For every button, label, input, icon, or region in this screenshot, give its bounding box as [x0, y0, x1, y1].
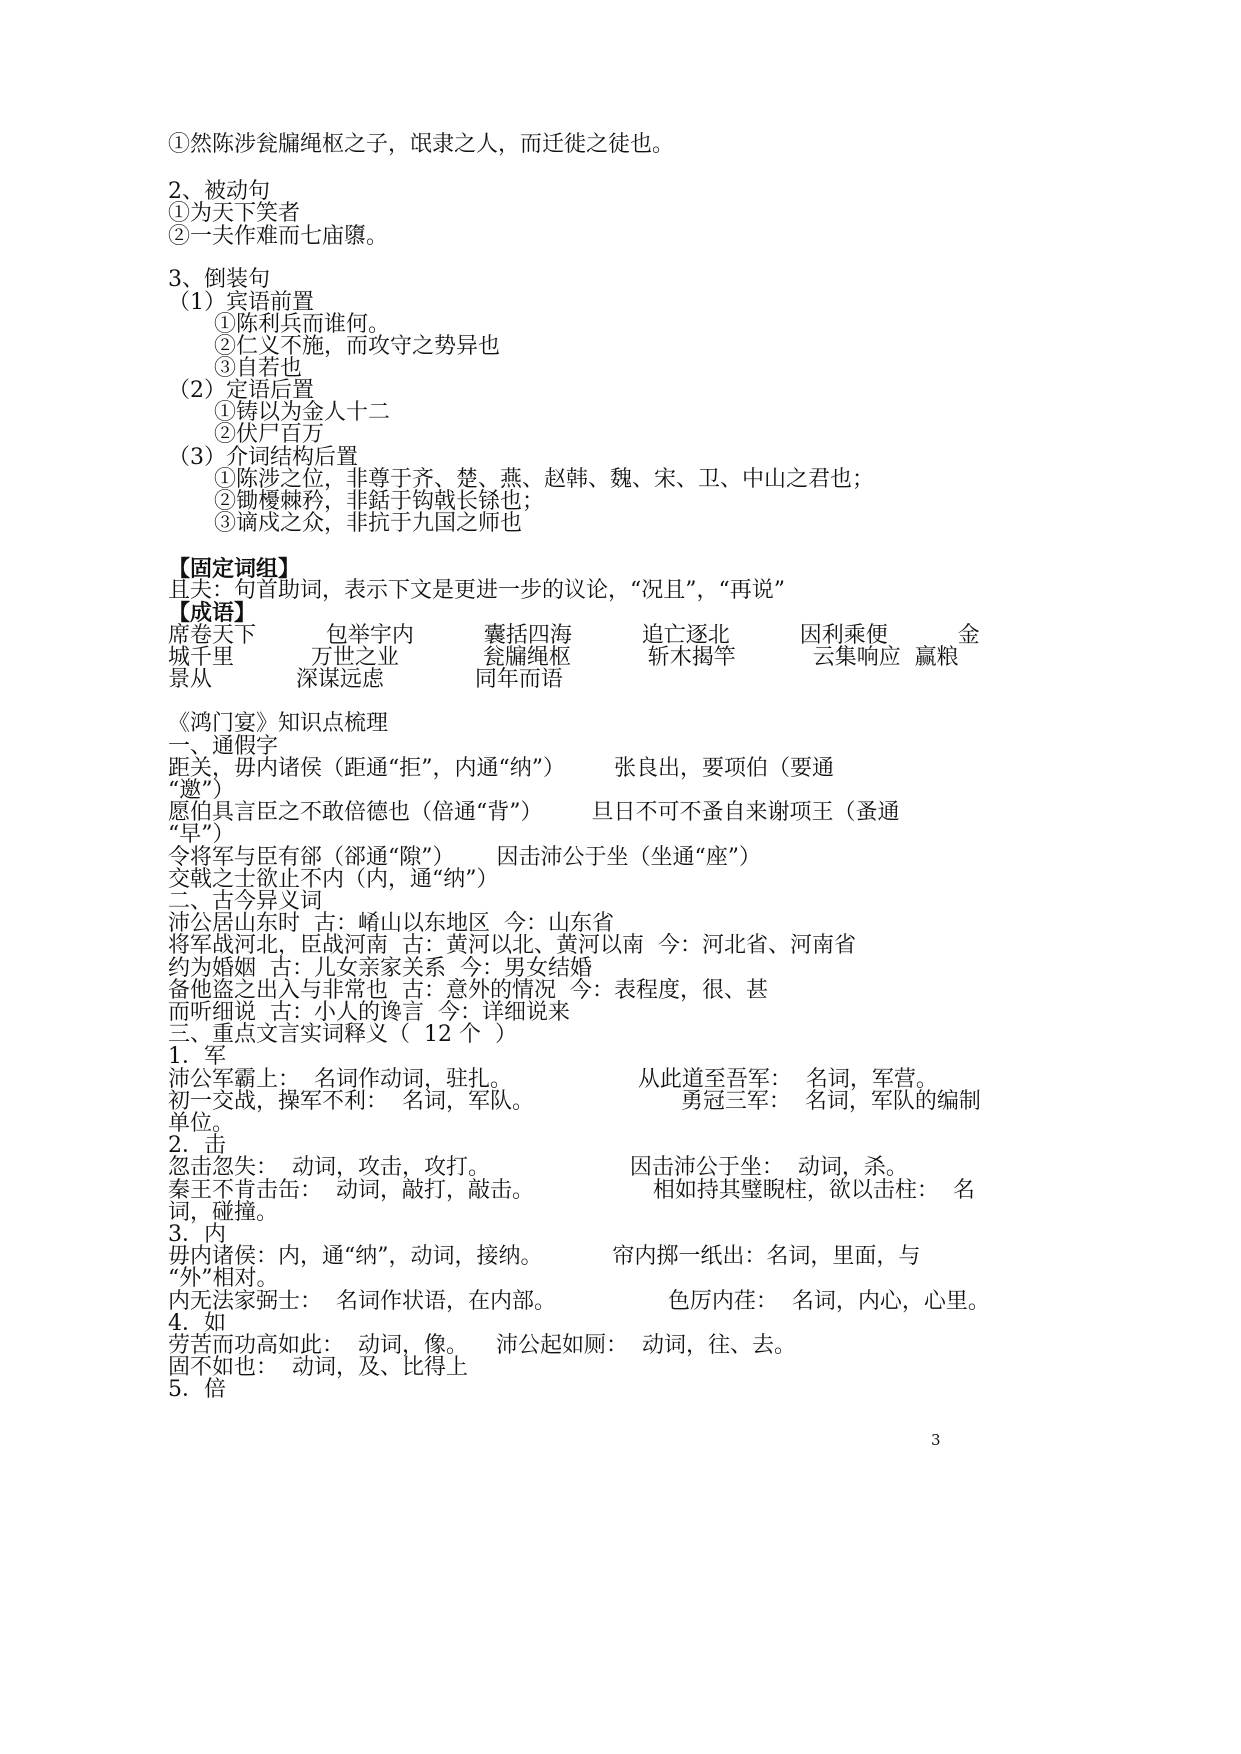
line-29: 交戟之士欲止不内（内，通“纳”） — [168, 867, 499, 892]
page-number: 3 — [931, 1431, 941, 1449]
line-31: 沛公居山东时 古：崤山以东地区 今：山东省 — [168, 911, 614, 936]
line-12: （3）介词结构后置 — [168, 445, 358, 470]
line-8: ③自若也 — [214, 356, 303, 381]
line-40: 单位。 — [168, 1111, 235, 1136]
line-20: 城千里 万世之业 瓮牖绳枢 斩木揭竿 云集响应 赢粮 — [168, 645, 959, 670]
line-52: 5．倍 — [168, 1377, 226, 1402]
line-33: 约为婚姻 古：儿女亲家关系 今：男女结婚 — [168, 956, 592, 981]
line-26: 愿伯具言臣之不敢倍德也（倍通“背”） 旦日不可不蚤自来谢项王（蚤通 — [168, 800, 900, 825]
line-18: 【成语】 — [168, 600, 257, 626]
line-0: ①然陈涉瓮牖绳枢之子，氓隶之人，而迁徙之徒也。 — [168, 132, 675, 157]
line-32: 将军战河北，臣战河南 古：黄河以北、黄河以南 今：河北省、河南省 — [168, 933, 856, 958]
line-15: ③谪戍之众，非抗于九国之师也 — [214, 511, 523, 536]
line-48: 内无法家弼士： 名词作状语，在内部。 色厉内荏： 名词，内心，心里。 — [168, 1289, 990, 1314]
line-35: 而听细说 古：小人的谗言 今：详细说来 — [168, 1000, 570, 1025]
line-34: 备他盗之出入与非常也 古：意外的情况 今：表程度，很、甚 — [168, 978, 768, 1003]
line-37: 1．军 — [168, 1044, 226, 1069]
line-11: ②伏尸百万 — [214, 422, 325, 447]
line-44: 词，碰撞。 — [168, 1200, 279, 1225]
line-45: 3．内 — [168, 1222, 226, 1247]
line-13: ①陈涉之位，非尊于齐、楚、燕、赵韩、魏、宋、卫、中山之君也； — [214, 467, 875, 492]
line-9: （2）定语后置 — [168, 378, 314, 403]
line-1: 2、被动句 — [168, 179, 270, 204]
line-19: 席卷天下 包举宇内 囊括四海 追亡逐北 因利乘便 金 — [168, 623, 980, 648]
line-3: ②一夫作难而七庙隳。 — [168, 224, 389, 249]
line-27: “早”） — [168, 822, 235, 847]
line-21: 景从 深谋远虑 同年而语 — [168, 667, 563, 692]
line-46: 毋内诸侯：内，通“纳”，动词，接纳。 帘内掷一纸出：名词，里面，与 — [168, 1244, 921, 1269]
line-49: 4．如 — [168, 1311, 226, 1336]
line-6: ①陈利兵而谁何。 — [214, 312, 391, 337]
line-17: 且夫：句首助词，表示下文是更进一步的议论，“况且”，“再说” — [168, 578, 785, 603]
line-16: 【固定词组】 — [168, 556, 301, 582]
line-22: 《鸿门宴》知识点梳理 — [168, 711, 389, 736]
line-7: ②仁义不施，而攻守之势异也 — [214, 334, 501, 359]
line-23: 一、通假字 — [168, 734, 279, 759]
line-36: 三、重点文言实词释义（ 12 个 ） — [168, 1022, 517, 1047]
line-25: “邀”） — [168, 778, 235, 803]
line-2: ①为天下笑者 — [168, 201, 301, 226]
line-42: 忽击忽失： 动词，攻击，攻打。 因击沛公于坐： 动词，杀。 — [168, 1155, 908, 1180]
line-14: ②锄櫌棘矜，非銛于钩戟长铩也； — [214, 489, 545, 514]
line-4: 3、倒装句 — [168, 267, 270, 292]
line-5: （1）宾语前置 — [168, 290, 314, 315]
line-41: 2．击 — [168, 1133, 226, 1158]
line-30: 二、古今异义词 — [168, 889, 323, 914]
line-50: 劳苦而功高如此： 动词，像。 沛公起如厕： 动词，往、去。 — [168, 1333, 796, 1358]
line-39: 初一交战，操军不利： 名词，军队。 勇冠三军： 名词，军队的编制 — [168, 1089, 981, 1114]
line-28: 令将军与臣有郤（郤通“隙”） 因击沛公于坐（坐通“座”） — [168, 845, 761, 870]
line-10: ①铸以为金人十二 — [214, 400, 391, 425]
line-38: 沛公军霸上： 名词作动词，驻扎。 从此道至吾军： 名词，军营。 — [168, 1067, 938, 1092]
line-24: 距关，毋内诸侯（距通“拒”，内通“纳”） 张良出，要项伯（要通 — [168, 756, 834, 781]
line-51: 固不如也： 动词，及、比得上 — [168, 1355, 468, 1380]
line-47: “外”相对。 — [168, 1266, 279, 1291]
line-43: 秦王不肯击缶： 动词，敲打，敲击。 相如持其璧睨柱，欲以击柱： 名 — [168, 1178, 975, 1203]
